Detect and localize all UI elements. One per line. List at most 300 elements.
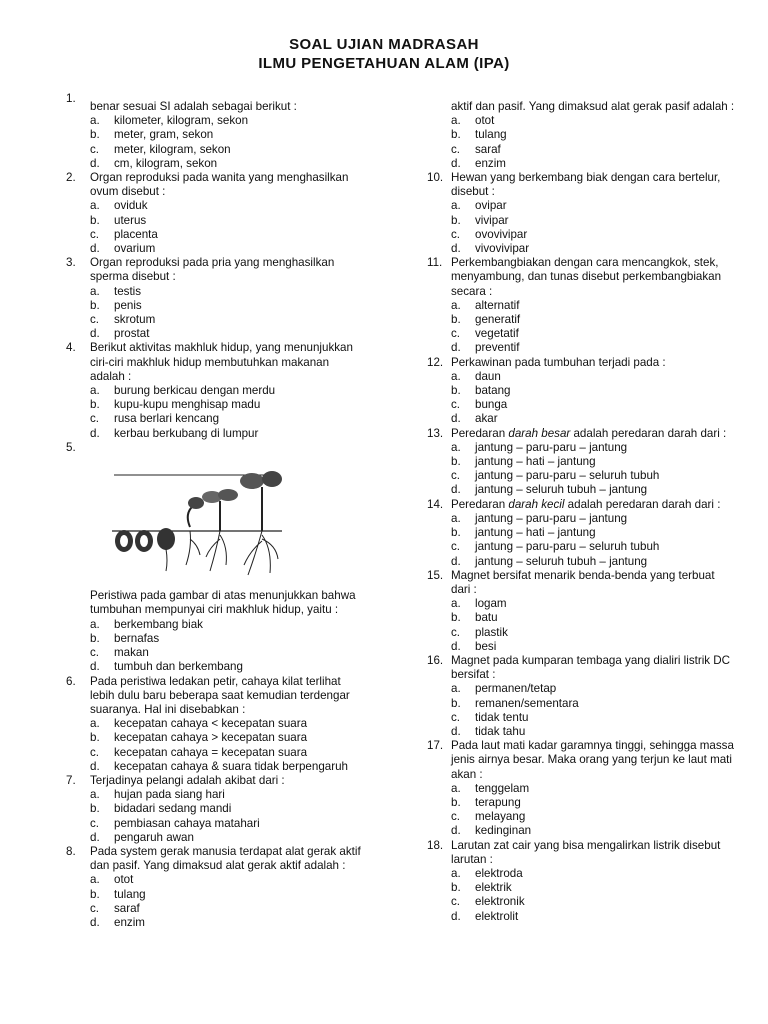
answer-option xyxy=(427,725,737,739)
answer-option xyxy=(66,888,366,902)
option-text: enzim xyxy=(475,156,506,170)
question-text-content: Hewan yang berkembang biak dengan cara bertelur, disebut : xyxy=(451,171,721,199)
question-text xyxy=(90,845,366,873)
question-text-part: adalah peredaran darah dari : xyxy=(564,497,721,511)
answer-option xyxy=(66,817,366,831)
answer-option xyxy=(427,469,737,483)
answer-option xyxy=(427,228,737,242)
answer-option xyxy=(427,810,737,824)
question-text-emphasis: darah kecil xyxy=(508,497,565,511)
option-text: jantung – seluruh tubuh – jantung xyxy=(475,554,648,568)
option-letter: c. xyxy=(90,313,100,327)
option-text: remanen/sementara xyxy=(475,696,579,710)
option-text: besi xyxy=(475,639,497,653)
option-text: kecepatan cahaya = kecepatan suara xyxy=(114,745,308,759)
answer-option xyxy=(427,199,737,213)
question-text xyxy=(451,356,737,370)
option-text: kecepatan cahaya & suara tidak berpengaruh xyxy=(114,759,348,773)
question-number: 10. xyxy=(427,171,444,185)
question-text-content: Perkawinan pada tumbuhan terjadi pada : xyxy=(451,355,666,369)
option-letter: b. xyxy=(451,384,461,398)
question-text xyxy=(90,171,366,199)
option-text: jantung – seluruh tubuh – jantung xyxy=(475,483,648,497)
answer-option xyxy=(427,597,737,611)
exam-title: SOAL UJIAN MADRASAH xyxy=(289,36,479,53)
option-letter: a. xyxy=(90,717,100,731)
option-letter: b. xyxy=(451,611,461,625)
question-number: 12. xyxy=(427,355,444,369)
option-text: pengaruh awan xyxy=(114,830,194,844)
answer-option xyxy=(66,412,366,426)
answer-option xyxy=(66,632,366,646)
option-letter: c. xyxy=(451,398,461,412)
option-letter: b. xyxy=(90,128,100,142)
option-text: akar xyxy=(475,412,498,426)
question-text-content: Pada peristiwa ledakan petir, cahaya kilat terlihat lebih dulu baru beberapa saat kemudian terdengar suaranya. Hal ini disebabkan : xyxy=(90,674,350,716)
option-letter: b. xyxy=(451,455,461,469)
option-letter: c. xyxy=(90,745,100,759)
option-letter: c. xyxy=(451,469,461,483)
option-text: batu xyxy=(475,611,498,625)
option-text: kilometer, kilogram, sekon xyxy=(114,114,249,128)
answer-option xyxy=(427,483,737,497)
answer-option xyxy=(427,895,737,909)
answer-option xyxy=(66,717,366,731)
answer-option xyxy=(427,697,737,711)
answer-option xyxy=(66,327,366,341)
option-text: skrotum xyxy=(114,313,156,327)
option-letter: b. xyxy=(90,731,100,745)
option-text: enzim xyxy=(114,915,145,929)
option-letter: d. xyxy=(451,242,461,256)
question-item xyxy=(66,774,366,845)
question-number: 5. xyxy=(66,440,76,454)
option-letter: a. xyxy=(451,440,461,454)
option-letter: b. xyxy=(451,696,461,710)
option-letter: d. xyxy=(90,426,100,440)
answer-options xyxy=(66,788,366,845)
option-text: kedinginan xyxy=(475,824,532,838)
question-item xyxy=(427,498,737,569)
option-letter: d. xyxy=(451,824,461,838)
option-letter: d. xyxy=(451,341,461,355)
option-text: cm, kilogram, sekon xyxy=(114,156,218,170)
answer-options xyxy=(66,285,366,342)
question-text xyxy=(451,839,737,867)
question-text-content: Organ reproduksi pada wanita yang menghasilkan ovum disebut : xyxy=(90,171,349,199)
option-text: daun xyxy=(475,369,501,383)
right-column xyxy=(427,92,737,924)
option-letter: c. xyxy=(451,327,461,341)
question-item xyxy=(427,92,737,171)
option-text: alternatif xyxy=(475,298,520,312)
question-item xyxy=(427,654,737,739)
answer-option xyxy=(66,242,366,256)
answer-option xyxy=(427,611,737,625)
answer-option xyxy=(66,788,366,802)
question-number: 16. xyxy=(427,653,444,667)
option-letter: b. xyxy=(451,881,461,895)
answer-options xyxy=(66,384,366,441)
question-text-content: Pada system gerak manusia terdapat alat gerak aktif dan pasif. Yang dimaksud alat gerak aktif adalah : xyxy=(90,844,361,873)
question-number: 3. xyxy=(66,256,76,270)
question-number: 1. xyxy=(66,92,76,105)
answer-option xyxy=(66,157,366,171)
answer-options xyxy=(427,597,737,654)
answer-options xyxy=(66,717,366,774)
option-letter: d. xyxy=(90,327,100,341)
question-item xyxy=(427,356,737,427)
option-text: tumbuh dan berkembang xyxy=(114,660,243,674)
answer-option xyxy=(66,802,366,816)
answer-options xyxy=(66,873,366,930)
answer-option xyxy=(66,618,366,632)
option-letter: c. xyxy=(451,895,461,909)
option-text: elektronik xyxy=(475,895,525,909)
answer-option xyxy=(427,412,737,426)
option-text: kerbau berkubang di lumpur xyxy=(114,426,259,440)
question-text-content: Terjadinya pelangi adalah akibat dari : xyxy=(90,773,285,787)
answer-option xyxy=(66,873,366,887)
option-letter: c. xyxy=(90,412,100,426)
option-letter: d. xyxy=(451,554,461,568)
option-text: otot xyxy=(114,873,134,887)
answer-options xyxy=(427,682,737,739)
option-letter: a. xyxy=(451,199,461,213)
answer-option xyxy=(427,313,737,327)
question-number: 11. xyxy=(427,256,443,270)
clipped-line xyxy=(451,86,737,100)
answer-options xyxy=(427,199,737,256)
option-letter: c. xyxy=(451,810,461,824)
option-text: kecepatan cahaya < kecepatan suara xyxy=(114,717,308,731)
option-text: testis xyxy=(114,284,142,298)
answer-options xyxy=(427,370,737,427)
question-text-content: Pada laut mati kadar garamnya tinggi, sehingga massa jenis airnya besar. Maka orang yang terjun ke laut mati akan : xyxy=(451,739,734,781)
question-text-part: Peredaran xyxy=(451,497,509,511)
option-letter: c. xyxy=(90,227,100,241)
option-letter: a. xyxy=(90,384,100,398)
answer-options xyxy=(66,199,366,256)
answer-option xyxy=(66,313,366,327)
option-letter: a. xyxy=(451,597,461,611)
question-text-content: aktif dan pasif. Yang dimaksud alat gerak pasif adalah : xyxy=(451,100,735,113)
option-letter: b. xyxy=(451,526,461,540)
answer-option xyxy=(427,128,737,142)
option-letter: c. xyxy=(451,142,461,156)
option-text: prostat xyxy=(114,327,150,341)
question-text xyxy=(90,92,366,114)
option-letter: d. xyxy=(451,724,461,738)
option-text: elektrolit xyxy=(475,909,519,923)
option-text: vegetatif xyxy=(475,327,519,341)
answer-option xyxy=(66,128,366,142)
option-letter: b. xyxy=(451,795,461,809)
exam-subject: ILMU PENGETAHUAN ALAM (IPA) xyxy=(258,55,510,72)
option-text: hujan pada siang hari xyxy=(114,788,225,802)
option-letter: b. xyxy=(90,631,100,645)
answer-option xyxy=(427,682,737,696)
option-letter: c. xyxy=(90,901,100,915)
option-text: rusa berlari kencang xyxy=(114,412,220,426)
option-letter: c. xyxy=(90,646,100,660)
answer-option xyxy=(427,711,737,725)
option-letter: a. xyxy=(90,199,100,213)
question-number: 4. xyxy=(66,341,76,355)
option-text: tulang xyxy=(114,887,146,901)
option-letter: a. xyxy=(451,114,461,128)
question-text xyxy=(451,654,737,682)
question-item xyxy=(66,256,366,341)
option-text: bidadari sedang mandi xyxy=(114,802,232,816)
question-text xyxy=(90,341,366,384)
answer-option xyxy=(66,731,366,745)
option-letter: b. xyxy=(90,887,100,901)
option-letter: a. xyxy=(90,114,100,128)
option-text: pembiasan cahaya matahari xyxy=(114,816,260,830)
answer-option xyxy=(427,242,737,256)
option-text: batang xyxy=(475,384,511,398)
question-number: 17. xyxy=(427,739,444,753)
option-letter: a. xyxy=(451,369,461,383)
option-letter: d. xyxy=(451,909,461,923)
answer-option xyxy=(66,384,366,398)
answer-option xyxy=(427,824,737,838)
option-text: placenta xyxy=(114,227,158,241)
question-item xyxy=(66,441,366,675)
question-item xyxy=(66,341,366,440)
answer-option xyxy=(427,881,737,895)
option-text: vivovivipar xyxy=(475,242,530,256)
answer-option xyxy=(66,299,366,313)
question-number: 13. xyxy=(427,426,444,440)
option-text: meter, kilogram, sekon xyxy=(114,142,231,156)
answer-options xyxy=(66,114,366,171)
answer-option xyxy=(427,384,737,398)
question-number: 15. xyxy=(427,568,444,582)
option-text: burung berkicau dengan merdu xyxy=(114,384,276,398)
option-letter: d. xyxy=(90,759,100,773)
question-item xyxy=(427,739,737,838)
option-text: terapung xyxy=(475,795,521,809)
answer-option xyxy=(427,214,737,228)
answer-option xyxy=(427,441,737,455)
option-text: jantung – paru-paru – jantung xyxy=(475,511,628,525)
question-item xyxy=(427,839,737,924)
question-item xyxy=(427,256,737,355)
answer-options xyxy=(427,114,737,171)
option-text: penis xyxy=(114,298,142,312)
option-letter: b. xyxy=(90,213,100,227)
option-text: saraf xyxy=(475,142,501,156)
question-text-part: adalah peredaran darah dari : xyxy=(570,426,727,440)
question-number xyxy=(427,92,451,114)
answer-option xyxy=(66,285,366,299)
answer-option xyxy=(427,796,737,810)
answer-option xyxy=(427,626,737,640)
answer-option xyxy=(427,157,737,171)
option-letter: d. xyxy=(90,156,100,170)
option-text: tulang xyxy=(475,128,507,142)
option-text: logam xyxy=(475,597,507,611)
option-letter: a. xyxy=(451,781,461,795)
answer-option xyxy=(66,214,366,228)
question-number: 18. xyxy=(427,838,444,852)
option-text: jantung – hati – jantung xyxy=(475,455,596,469)
answer-option xyxy=(427,341,737,355)
option-text: bernafas xyxy=(114,631,160,645)
option-letter: d. xyxy=(90,242,100,256)
left-column xyxy=(66,92,366,930)
question-text xyxy=(90,774,366,788)
answer-option xyxy=(66,746,366,760)
option-text: permanen/tetap xyxy=(475,682,557,696)
option-text: kupu-kupu menghisap madu xyxy=(114,398,261,412)
answer-option xyxy=(427,327,737,341)
answer-option xyxy=(427,540,737,554)
option-text: elektrik xyxy=(475,881,512,895)
question-number: 8. xyxy=(66,844,76,858)
question-text xyxy=(451,739,737,782)
option-letter: b. xyxy=(451,313,461,327)
question-item xyxy=(66,845,366,930)
answer-option xyxy=(66,228,366,242)
question-item xyxy=(66,171,366,256)
question-text-content: Berikut aktivitas makhluk hidup, yang menunjukkan ciri-ciri makhluk hidup membutuhkan makanan adalah : xyxy=(90,341,353,383)
option-text: berkembang biak xyxy=(114,617,203,631)
question-item xyxy=(66,92,366,171)
question-item xyxy=(427,569,737,654)
option-text: preventif xyxy=(475,341,520,355)
answer-option xyxy=(427,867,737,881)
answer-option xyxy=(427,526,737,540)
question-number: 7. xyxy=(66,773,76,787)
answer-option xyxy=(427,398,737,412)
clipped-line xyxy=(90,86,366,100)
option-text: ovovivipar xyxy=(475,227,528,241)
option-text: melayang xyxy=(475,810,526,824)
answer-option xyxy=(66,760,366,774)
answer-option xyxy=(427,782,737,796)
option-letter: b. xyxy=(451,213,461,227)
option-text: elektroda xyxy=(475,866,523,880)
question-text-content: benar sesuai SI adalah sebagai berikut : xyxy=(90,100,297,113)
answer-option xyxy=(66,831,366,845)
option-letter: a. xyxy=(90,873,100,887)
option-text: jantung – paru-paru – seluruh tubuh xyxy=(475,469,660,483)
option-letter: b. xyxy=(451,128,461,142)
answer-options xyxy=(427,867,737,924)
option-letter: d. xyxy=(451,639,461,653)
answer-option xyxy=(66,660,366,674)
option-letter: a. xyxy=(90,617,100,631)
question-text-content: Larutan zat cair yang bisa mengalirkan listrik disebut larutan : xyxy=(451,838,721,866)
option-letter: d. xyxy=(451,483,461,497)
question-text-content: Magnet bersifat menarik benda-benda yang terbuat dari : xyxy=(451,568,715,596)
option-text: meter, gram, sekon xyxy=(114,128,214,142)
answer-option xyxy=(66,114,366,128)
answer-option xyxy=(66,427,366,441)
question-number: 6. xyxy=(66,674,76,688)
question-text xyxy=(451,498,737,512)
question-text xyxy=(451,92,737,114)
option-text: jantung – hati – jantung xyxy=(475,526,596,540)
answer-options xyxy=(427,512,737,569)
option-letter: a. xyxy=(90,284,100,298)
question-text-content: Perkembangbiakan dengan cara mencangkok, stek, menyambung, dan tunas disebut perkembangbiakan secara : xyxy=(451,256,722,298)
option-letter: c. xyxy=(451,625,461,639)
answer-option xyxy=(427,143,737,157)
option-text: jantung – paru-paru – jantung xyxy=(475,440,628,454)
option-text: bunga xyxy=(475,398,508,412)
answer-option xyxy=(66,916,366,930)
answer-options xyxy=(427,299,737,356)
option-text: saraf xyxy=(114,901,140,915)
option-text: otot xyxy=(475,114,495,128)
option-text: generatif xyxy=(475,313,521,327)
answer-options xyxy=(427,441,737,498)
answer-option xyxy=(427,114,737,128)
answer-options xyxy=(66,618,366,675)
answer-options xyxy=(427,782,737,839)
question-text: Peristiwa pada gambar di atas menunjukkan bahwa tumbuhan mempunyai ciri makhluk hidup, yaitu : xyxy=(90,589,356,617)
question-text xyxy=(451,569,737,597)
question-text xyxy=(90,256,366,284)
option-letter: b. xyxy=(90,802,100,816)
question-text-content: Organ reproduksi pada pria yang menghasilkan sperma disebut : xyxy=(90,256,335,284)
question-item xyxy=(66,675,366,774)
question-number: 2. xyxy=(66,171,76,185)
answer-option xyxy=(427,455,737,469)
question-item xyxy=(427,171,737,256)
option-letter: d. xyxy=(90,830,100,844)
answer-option xyxy=(66,646,366,660)
option-letter: b. xyxy=(90,298,100,312)
option-letter: d. xyxy=(451,156,461,170)
option-letter: b. xyxy=(90,398,100,412)
option-letter: c. xyxy=(90,142,100,156)
answer-option xyxy=(66,902,366,916)
answer-option xyxy=(427,640,737,654)
question-text xyxy=(451,256,737,299)
answer-option xyxy=(66,199,366,213)
option-text: jantung – paru-paru – seluruh tubuh xyxy=(475,540,660,554)
answer-option xyxy=(427,299,737,313)
option-letter: a. xyxy=(451,511,461,525)
option-text: plastik xyxy=(475,625,508,639)
answer-option xyxy=(427,910,737,924)
question-item xyxy=(427,427,737,498)
option-letter: c. xyxy=(90,816,100,830)
option-letter: d. xyxy=(90,915,100,929)
option-letter: c. xyxy=(451,227,461,241)
answer-option xyxy=(427,512,737,526)
option-letter: d. xyxy=(451,412,461,426)
seed-germination-image xyxy=(112,469,282,581)
question-text xyxy=(451,427,737,441)
option-letter: a. xyxy=(90,788,100,802)
option-letter: a. xyxy=(451,866,461,880)
question-text xyxy=(451,171,737,199)
option-letter: c. xyxy=(451,710,461,724)
option-letter: c. xyxy=(451,540,461,554)
question-text-content: Magnet pada kumparan tembaga yang dialiri listrik DC bersifat : xyxy=(451,653,731,682)
option-letter: a. xyxy=(451,298,461,312)
question-text xyxy=(90,675,366,718)
option-text: oviduk xyxy=(114,199,148,213)
option-text: kecepatan cahaya > kecepatan suara xyxy=(114,731,308,745)
answer-option xyxy=(427,555,737,569)
